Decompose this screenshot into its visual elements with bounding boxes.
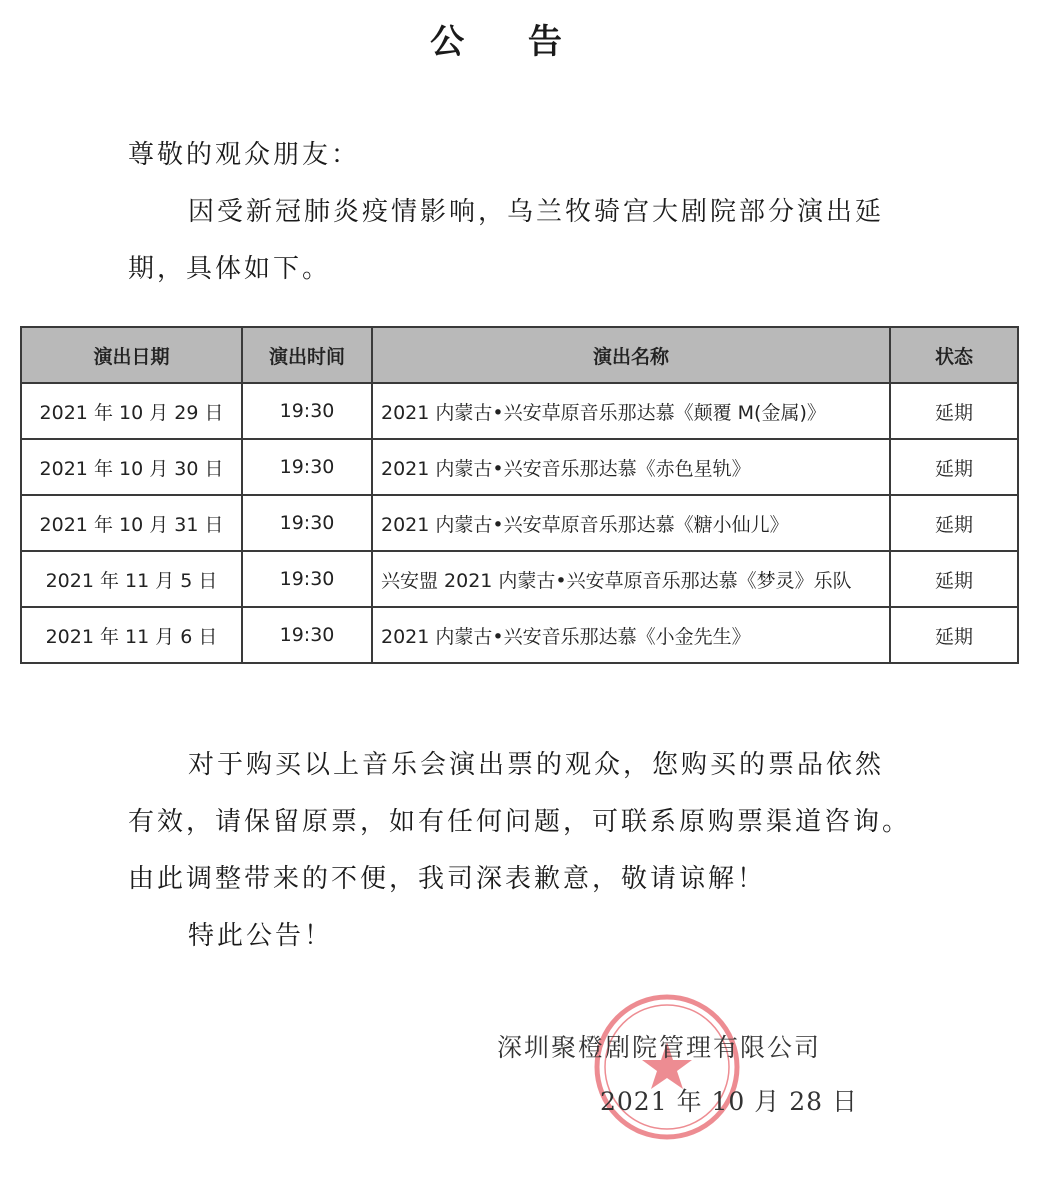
cell-time: 19:30 — [242, 495, 372, 551]
cell-date: 2021 年 10 月 31 日 — [21, 495, 242, 551]
closing-line-4: 特此公告！ — [188, 921, 334, 951]
schedule-table — [20, 326, 1019, 664]
cell-name: 2021 内蒙古•兴安音乐那达慕《小金先生》 — [372, 607, 890, 663]
page-title: 公 告 — [430, 22, 588, 62]
cell-name: 2021 内蒙古•兴安音乐那达慕《赤色星轨》 — [372, 439, 890, 495]
cell-status: 延期 — [890, 383, 1018, 439]
cell-time: 19:30 — [242, 383, 372, 439]
greeting: 尊敬的观众朋友： — [128, 140, 361, 170]
header-date: 演出日期 — [21, 327, 242, 383]
cell-name: 2021 内蒙古•兴安草原音乐那达慕《糖小仙儿》 — [372, 495, 890, 551]
cell-name: 2021 内蒙古•兴安草原音乐那达慕《颠覆 M(金属)》 — [372, 383, 890, 439]
table-row — [21, 607, 1018, 663]
table-row — [21, 383, 1018, 439]
intro-line-1: 因受新冠肺炎疫情影响，乌兰牧骑宫大剧院部分演出延 — [188, 197, 885, 227]
red-star-seal-icon — [592, 992, 742, 1142]
intro-line-2: 期，具体如下。 — [128, 254, 332, 284]
cell-status: 延期 — [890, 439, 1018, 495]
table-row — [21, 439, 1018, 495]
table-header-row — [21, 327, 1018, 383]
cell-date: 2021 年 10 月 29 日 — [21, 383, 242, 439]
signature-date: 2021 年 10 月 28 日 — [600, 1087, 858, 1116]
cell-date: 2021 年 11 月 6 日 — [21, 607, 242, 663]
cell-date: 2021 年 11 月 5 日 — [21, 551, 242, 607]
cell-status: 延期 — [890, 607, 1018, 663]
header-name: 演出名称 — [372, 327, 890, 383]
cell-time: 19:30 — [242, 439, 372, 495]
closing-line-1: 对于购买以上音乐会演出票的观众，您购买的票品依然 — [188, 750, 885, 780]
cell-status: 延期 — [890, 495, 1018, 551]
cell-date: 2021 年 10 月 30 日 — [21, 439, 242, 495]
header-time: 演出时间 — [242, 327, 372, 383]
cell-time: 19:30 — [242, 551, 372, 607]
header-status: 状态 — [890, 327, 1018, 383]
cell-status: 延期 — [890, 551, 1018, 607]
closing-line-2: 有效，请保留原票，如有任何问题，可联系原购票渠道咨询。 — [128, 807, 912, 837]
signature-company: 深圳聚橙剧院管理有限公司 — [497, 1033, 822, 1062]
table-row — [21, 551, 1018, 607]
closing-line-3: 由此调整带来的不便，我司深表歉意，敬请谅解！ — [128, 864, 767, 894]
cell-name: 兴安盟 2021 内蒙古•兴安草原音乐那达慕《梦灵》乐队 — [372, 551, 890, 607]
cell-time: 19:30 — [242, 607, 372, 663]
table-row — [21, 495, 1018, 551]
